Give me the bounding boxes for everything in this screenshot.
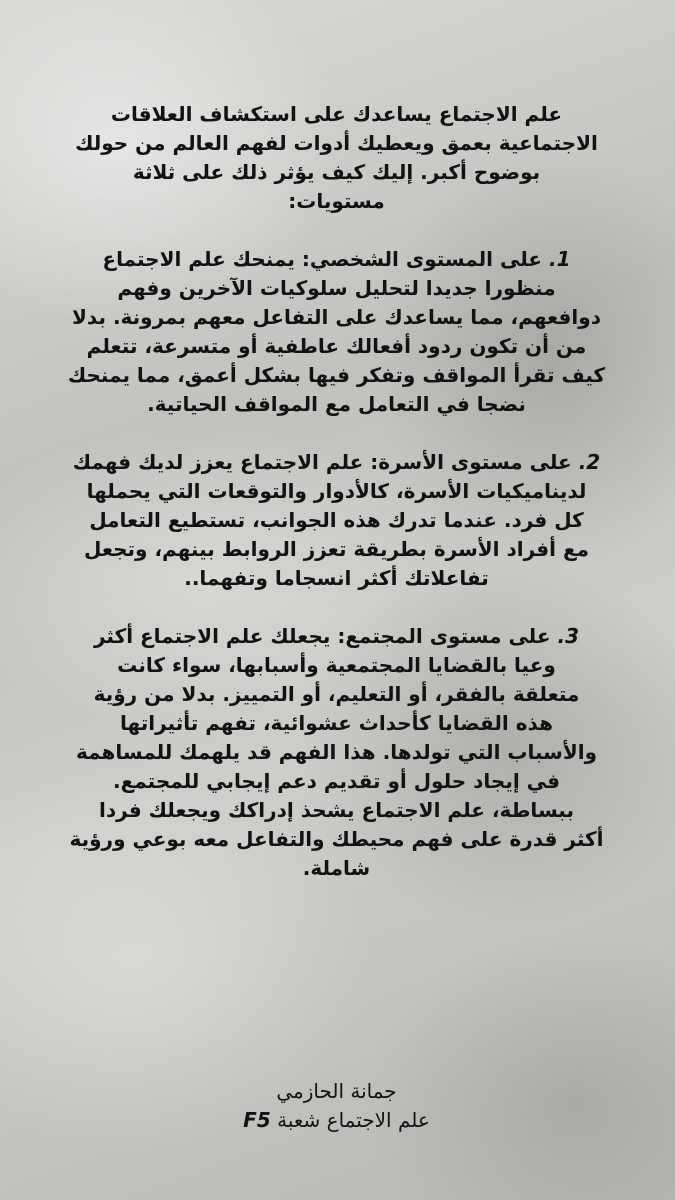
section-number: 2. bbox=[578, 450, 601, 474]
section-label: علم الاجتماع شعبة bbox=[277, 1108, 430, 1132]
story-text bbox=[44, 100, 629, 912]
section-personal bbox=[44, 245, 629, 419]
section-code: F5 bbox=[243, 1108, 271, 1132]
section-society bbox=[44, 622, 629, 883]
section-text: على مستوى الأسرة: علم الاجتماع يعزز لديك فهمك لديناميكيات الأسرة، كالأدوار والتوقعات التي يحملها كل فرد. عندما تدرك هذه الجوانب، تستطيع التعامل مع أفراد الأسرة بطريقة تعزز الروابط بينهم، وتجعل تفاعلاتك أكثر انسجاما وتفهما.. bbox=[72, 450, 590, 590]
section-number: 1. bbox=[549, 247, 571, 271]
intro-paragraph: علم الاجتماع يساعدك على استكشاف العلاقات الاجتماعية بعمق ويعطيك أدوات لفهم العالم من حولك بوضوح أكبر. إليك كيف يؤثر ذلك على ثلاثة مستويات: bbox=[75, 102, 598, 213]
author-name: جمانة الحازمي bbox=[276, 1079, 397, 1103]
section-family bbox=[44, 448, 629, 593]
section-text: على مستوى المجتمع: يجعلك علم الاجتماع أكثر وعيا بالقضايا المجتمعية وأسبابها، سواء كانت متعلقة بالفقر، أو التعليم، أو التمييز. بدلا من رؤية هذه القضايا كأحداث عشوائية، تفهم تأثيراتها والأسباب التي تولدها. هذا الفهم قد يلهمك للمساهمة في إيجاد حلول أو تقديم دعم إيجابي للمجتمع. ببساطة، علم الاجتماع يشحذ إدراكك ويجعلك فردا أكثر قدرة على فهم محيطك والتفاعل معه بوعي ورؤية شاملة. bbox=[69, 624, 604, 880]
signature-block bbox=[44, 1077, 629, 1135]
section-number: 3. bbox=[557, 624, 580, 648]
author-section bbox=[44, 1106, 629, 1135]
section-text: على المستوى الشخصي: يمنحك علم الاجتماع منظورا جديدا لتحليل سلوكيات الآخرين وفهم دوافعهم، مما يساعدك على التفاعل معهم بمرونة. بدلا من أن تكون ردود أفعالك عاطفية أو متسرعة، تتعلم كيف تقرأ المواقف وتفكر فيها بشكل أعمق، مما يمنحك نضجا في التعامل مع المواقف الحياتية. bbox=[67, 247, 606, 416]
